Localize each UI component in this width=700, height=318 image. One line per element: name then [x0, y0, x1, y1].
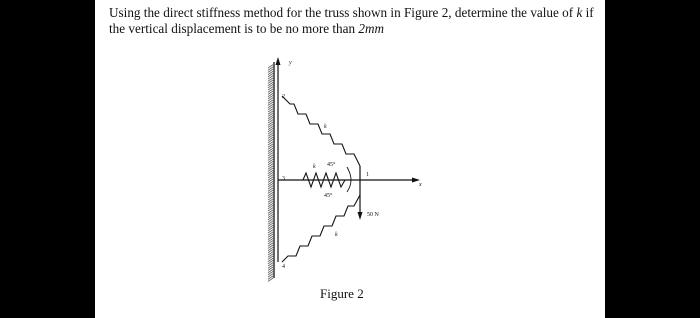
hatch-line [268, 77, 274, 81]
hatch-line [268, 266, 274, 270]
angle-label-upper: 45° [327, 162, 336, 168]
hatch-lines [268, 64, 274, 281]
hatch-line [268, 240, 274, 244]
spring-label-lower: k [335, 232, 338, 238]
hatch-line [268, 95, 274, 99]
hatch-line [268, 216, 274, 220]
hatch-line [268, 269, 274, 273]
hatch-line [268, 115, 274, 119]
problem-text-middle: if the vertical displacement is to be no more than [109, 5, 594, 36]
hatch-line [268, 178, 274, 182]
hatch-line [268, 117, 274, 121]
hatch-line [268, 150, 274, 154]
hatch-line [268, 249, 274, 253]
hatch-line [268, 167, 274, 171]
hatch-line [268, 165, 274, 169]
hatch-line [268, 159, 274, 163]
hatch-line [268, 99, 274, 103]
hatch-line [268, 143, 274, 147]
hatch-line [268, 271, 274, 275]
hatch-line [268, 66, 274, 70]
hatch-line [268, 110, 274, 114]
hatch-line [268, 68, 274, 72]
hatch-line [268, 108, 274, 112]
hatch-line [268, 163, 274, 167]
angle-arc-lower [347, 180, 351, 192]
hatch-line [268, 258, 274, 262]
hatch-line [268, 104, 274, 108]
hatch-line [268, 97, 274, 101]
hatch-line [268, 211, 274, 215]
hatch-line [268, 262, 274, 266]
problem-text-start: Using the direct stiffness method for the truss shown in Figure 2, determine the value of [109, 5, 577, 20]
hatch-line [268, 123, 274, 127]
hatch-line [268, 112, 274, 116]
hatch-line [268, 119, 274, 123]
hatch-line [268, 137, 274, 141]
hatch-line [268, 227, 274, 231]
y-axis-arrow-icon [276, 57, 281, 65]
hatch-line [268, 88, 274, 92]
hatch-line [268, 203, 274, 207]
spring-label-middle: k [313, 164, 316, 170]
hatch-line [268, 73, 274, 77]
hatch-line [268, 64, 274, 68]
truss-figure [95, 0, 605, 318]
hatch-line [268, 126, 274, 130]
hatch-line [268, 242, 274, 246]
spring-upper [282, 96, 360, 166]
angle-label-lower: 45° [324, 193, 333, 199]
hatch-line [268, 183, 274, 187]
hatch-line [268, 134, 274, 138]
hatch-line [268, 225, 274, 229]
hatch-line [268, 273, 274, 277]
spring-lower [282, 195, 360, 262]
hatch-line [268, 176, 274, 180]
hatch-line [268, 251, 274, 255]
angle-arc-upper [347, 167, 351, 180]
hatch-line [268, 84, 274, 88]
hatch-line [268, 231, 274, 235]
hatch-line [268, 192, 274, 196]
hatch-line [268, 174, 274, 178]
hatch-line [268, 218, 274, 222]
hatch-line [268, 185, 274, 189]
hatch-line [268, 90, 274, 94]
figure-caption: Figure 2 [320, 286, 364, 301]
hatch-line [268, 214, 274, 218]
hatch-line [268, 222, 274, 226]
node-label-4: 4 [282, 264, 285, 270]
hatch-line [268, 194, 274, 198]
hatch-line [268, 236, 274, 240]
hatch-line [268, 233, 274, 237]
hatch-line [268, 260, 274, 264]
hatch-line [268, 141, 274, 145]
hatch-line [268, 181, 274, 185]
hatch-line [268, 152, 274, 156]
hatch-line [268, 93, 274, 97]
hatch-line [268, 128, 274, 132]
hatch-line [268, 172, 274, 176]
hatch-line [268, 170, 274, 174]
hatch-line [268, 275, 274, 279]
hatch-line [268, 139, 274, 143]
hatch-line [268, 229, 274, 233]
hatch-line [268, 132, 274, 136]
hatch-line [268, 154, 274, 158]
hatch-line [268, 161, 274, 165]
problem-page [95, 0, 605, 318]
load-label: 50 N [367, 212, 379, 218]
hatch-line [268, 209, 274, 213]
node-label-1: 1 [366, 172, 369, 178]
hatch-line [268, 205, 274, 209]
y-axis-label: y [289, 60, 292, 66]
hatch-line [268, 145, 274, 149]
hatch-line [268, 82, 274, 86]
hatch-line [268, 244, 274, 248]
x-axis-label: x [419, 182, 422, 188]
hatch-line [268, 71, 274, 75]
hatch-line [268, 148, 274, 152]
node-label-2: 2 [282, 94, 285, 100]
hatch-line [268, 277, 274, 281]
hatch-line [268, 196, 274, 200]
hatch-line [268, 198, 274, 202]
spring-label-upper: k [324, 124, 327, 130]
hatch-line [268, 101, 274, 105]
hatch-line [268, 121, 274, 125]
displacement-limit: 2mm [358, 21, 385, 36]
hatch-line [268, 264, 274, 268]
hatch-line [268, 200, 274, 204]
hatch-line [268, 253, 274, 257]
hatch-line [268, 106, 274, 110]
k-symbol: k [576, 5, 583, 20]
hatch-line [268, 255, 274, 259]
hatch-line [268, 75, 274, 79]
hatch-line [268, 187, 274, 191]
load-arrow-icon [358, 212, 363, 220]
hatch-line [268, 86, 274, 90]
node-label-3: 3 [282, 176, 285, 182]
hatch-line [268, 238, 274, 242]
hatch-line [268, 79, 274, 83]
hatch-line [268, 207, 274, 211]
hatch-line [268, 156, 274, 160]
hatch-line [268, 247, 274, 251]
hatch-line [268, 130, 274, 134]
hatch-line [268, 189, 274, 193]
hatch-line [268, 220, 274, 224]
